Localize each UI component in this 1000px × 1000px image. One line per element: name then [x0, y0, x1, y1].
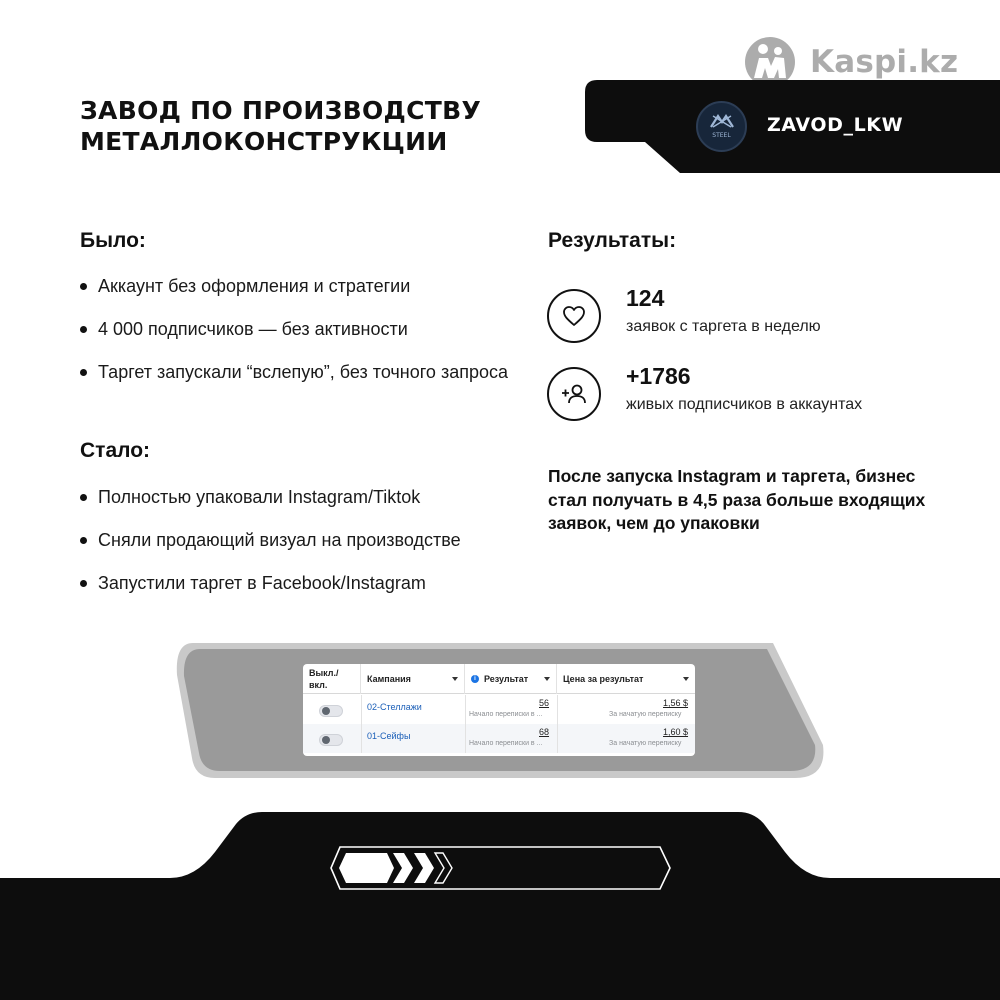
- list-item: Запустили таргет в Facebook/Instagram: [80, 572, 461, 615]
- column-header-toggle[interactable]: Выкл./ вкл.: [303, 664, 361, 694]
- add-user-icon: [547, 367, 601, 421]
- profile-username[interactable]: ZAVOD_LKW: [767, 114, 904, 136]
- results-summary: После запуска Instagram и таргета, бизнес стал получать в 4,5 раза больше входящих заявок, чем до упаковки: [548, 466, 926, 533]
- result-type: Начало переписки в ...: [469, 711, 543, 718]
- ads-results-table: [303, 664, 695, 756]
- result-requests: [547, 287, 967, 347]
- list-item: Полностью упаковали Instagram/Tiktok: [80, 486, 461, 529]
- list-item: Таргет запускали “вслепую”, без точного запроса: [80, 361, 508, 404]
- result-type: Начало переписки в ...: [469, 740, 543, 747]
- after-list: [80, 486, 461, 615]
- result-value: +1786: [626, 363, 691, 389]
- result-count[interactable]: 68: [539, 727, 550, 737]
- bottom-band: [0, 812, 1000, 1000]
- heart-icon: [547, 289, 601, 343]
- result-caption: заявок с таргета в неделю: [626, 318, 821, 335]
- list-item: Аккаунт без оформления и стратегии: [80, 275, 508, 318]
- toggle-knob: [322, 736, 330, 744]
- title-line: ЗАВОД ПО ПРОИЗВОДСТВУ: [80, 96, 482, 125]
- chevron-down-icon: [544, 677, 550, 681]
- result-value: 124: [626, 285, 665, 311]
- campaign-toggle[interactable]: [319, 734, 343, 746]
- campaign-toggle[interactable]: [319, 705, 343, 717]
- column-header-campaign[interactable]: Кампания: [361, 664, 465, 694]
- table-row: [303, 695, 695, 724]
- cost-type: За начатую переписку: [609, 740, 682, 747]
- svg-text:STEEL: STEEL: [712, 132, 731, 139]
- progress-arrows-icon: [330, 845, 672, 891]
- before-heading: Было:: [80, 229, 146, 252]
- chevron-down-icon: [683, 677, 689, 681]
- campaign-link[interactable]: 02-Стеллажи: [367, 702, 422, 712]
- info-icon: i: [471, 675, 479, 683]
- avatar[interactable]: [696, 101, 747, 152]
- after-heading: Стало:: [80, 439, 151, 462]
- list-item: Сняли продающий визуал на производстве: [80, 529, 461, 572]
- watermark-text: Kaspi.kz: [810, 44, 959, 80]
- column-header-cost[interactable]: Цена за результат: [557, 664, 695, 694]
- results-heading: Результаты:: [548, 229, 677, 252]
- page-title: [80, 95, 560, 157]
- cost-per-result[interactable]: 1,56 $: [663, 698, 689, 708]
- table-header: [303, 664, 695, 694]
- title-line: МЕТАЛЛОКОНСТРУКЦИИ: [80, 127, 448, 156]
- cost-per-result[interactable]: 1,60 $: [663, 727, 689, 737]
- before-list: [80, 275, 508, 404]
- toggle-knob: [322, 707, 330, 715]
- result-followers: [547, 365, 967, 425]
- cost-type: За начатую переписку: [609, 711, 682, 718]
- result-caption: живых подписчиков в аккаунтах: [626, 396, 863, 413]
- list-item: 4 000 подписчиков — без активности: [80, 318, 508, 361]
- chevron-down-icon: [452, 677, 458, 681]
- result-count[interactable]: 56: [539, 698, 550, 708]
- column-header-result[interactable]: i Результат: [465, 664, 557, 694]
- table-row: [303, 724, 695, 753]
- profile-banner: [585, 80, 1000, 173]
- steel-logo-icon: [698, 103, 745, 150]
- campaign-link[interactable]: 01-Сейфы: [367, 731, 411, 741]
